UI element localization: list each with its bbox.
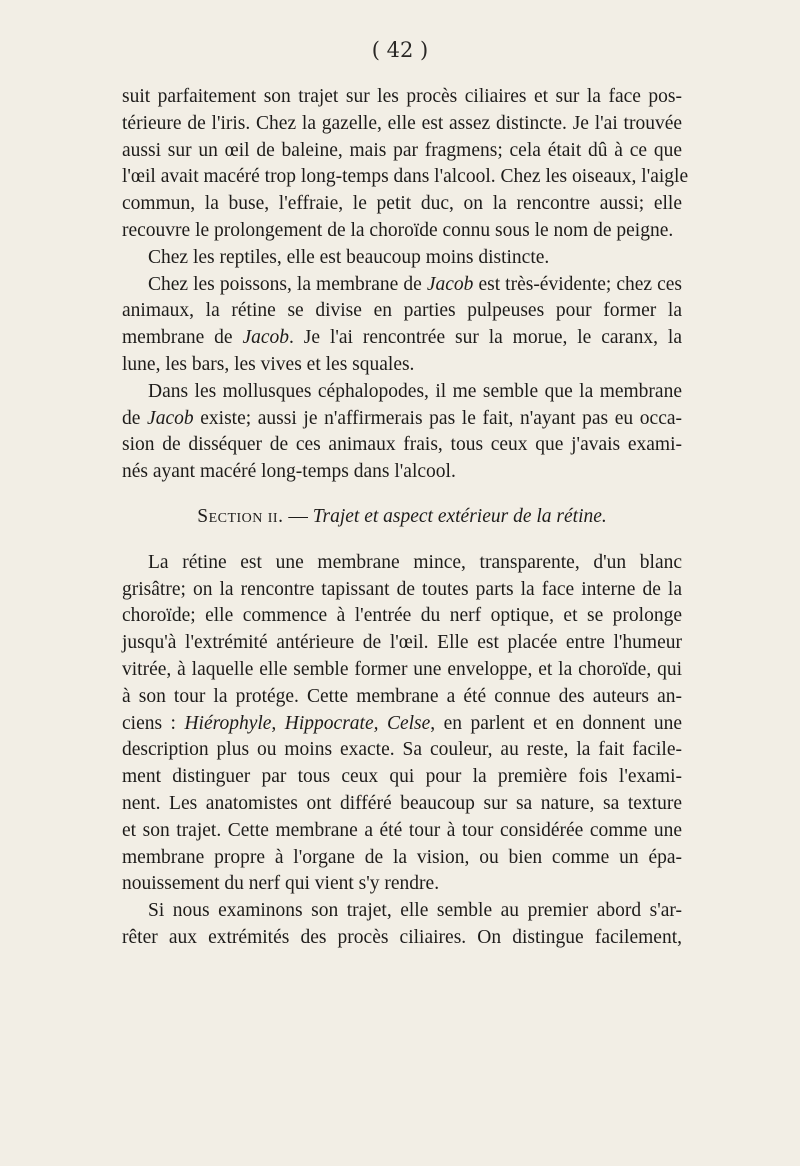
- section-title: Trajet et aspect extérieur de la rétine.: [312, 505, 607, 527]
- text-line: térieure de l'iris. Chez la gazelle, elle est assez distincte. Je l'ai trouvée: [122, 112, 682, 134]
- text-line: nés ayant macéré long-temps dans l'alcool.: [122, 461, 456, 483]
- section-label: Section: [197, 505, 263, 527]
- text-line: nent. Les anatomistes ont différé beaucoup sur sa nature, sa texture: [122, 792, 682, 814]
- text-line: description plus ou moins exacte. Sa couleur, au reste, la fait facile-: [122, 739, 682, 761]
- italic-name: Jacob: [426, 273, 474, 295]
- text-line: suit parfaitement son trajet sur les procès ciliaires et sur la face pos-: [122, 86, 682, 107]
- body-text: [122, 84, 689, 952]
- page-number: ( 42 ): [371, 38, 429, 62]
- paragraph-1: [122, 84, 689, 245]
- section-heading: [122, 504, 682, 531]
- text-line: Dans les mollusques céphalopodes, il me semble que la membrane: [148, 380, 682, 402]
- text-run: . Je l'ai rencontrée sur la morue, le caranx, la: [289, 327, 682, 349]
- paragraph-2: [122, 245, 682, 272]
- text-line: grisâtre; on la rencontre tapissant de toutes parts la face interne de la: [122, 578, 682, 600]
- text-line: ment distinguer par tous ceux qui pour la première fois l'exami-: [122, 766, 682, 788]
- italic-name: Jacob: [147, 407, 194, 429]
- text-line: animaux, la rétine se divise en parties pulpeuses pour former la: [122, 300, 682, 322]
- text-line: jusqu'à l'extrémité antérieure de l'œil. Elle est placée entre l'humeur: [122, 632, 682, 654]
- paragraph-3: [122, 272, 682, 379]
- paragraph-5: [122, 550, 682, 898]
- text-run: membrane de: [122, 327, 243, 349]
- text-line: [122, 406, 682, 433]
- text-run: est très-évidente; chez ces: [473, 273, 682, 295]
- text-run: de: [122, 407, 148, 429]
- text-line: lune, les bars, les vives et les squales.: [122, 353, 415, 375]
- text-run: ciens :: [122, 712, 185, 734]
- text-line: Si nous examinons son trajet, elle semble au premier abord s'ar-: [148, 900, 682, 922]
- text-line: et son trajet. Cette membrane a été tour à tour considérée comme une: [122, 819, 682, 841]
- text-line: [122, 325, 682, 352]
- text-line: nouissement du nerf qui vient s'y rendre.: [122, 873, 440, 895]
- text-line: Chez les reptiles, elle est beaucoup moins distincte.: [148, 246, 550, 268]
- italic-name: Jacob: [242, 327, 290, 349]
- text-run: , en parlent et en donnent une: [430, 712, 683, 734]
- paragraph-6: [122, 898, 682, 952]
- text-line: [122, 711, 682, 738]
- text-line: membrane propre à l'organe de la vision, ou bien comme un épa-: [122, 846, 682, 868]
- text-line: sion de disséquer de ces animaux frais, tous ceux que j'avais exami-: [122, 434, 682, 456]
- italic-names: Hiérophyle, Hippocrate, Celse: [184, 712, 431, 734]
- text-line: commun, la buse, l'effraie, le petit duc, on la rencontre aussi; elle: [122, 193, 682, 215]
- section-dash: —: [288, 505, 308, 527]
- text-line: à son tour la protége. Cette membrane a été connue des auteurs an-: [122, 685, 682, 707]
- text-line: [122, 272, 682, 299]
- text-line: rêter aux extrémités des procès ciliaires. On distingue facilement,: [122, 926, 682, 948]
- text-line: vitrée, à laquelle elle semble former une enveloppe, et la choroïde, qui: [122, 658, 682, 680]
- text-run: Chez les poissons, la membrane de: [148, 273, 427, 295]
- text-line: recouvre le prolongement de la choroïde connu sous le nom de peigne.: [122, 219, 674, 241]
- text-run: existe; aussi je n'affirmerais pas le fait, n'ayant pas eu occa-: [193, 407, 682, 429]
- section-number: ii.: [267, 505, 284, 527]
- paragraph-4: [122, 379, 682, 486]
- text-line: l'œil avait macéré trop long-temps dans l'alcool. Chez les oiseaux, l'aigle: [122, 166, 689, 188]
- text-line: choroïde; elle commence à l'entrée du nerf optique, et se prolonge: [122, 605, 682, 627]
- text-line: aussi sur un œil de baleine, mais par fragmens; cela était dû à ce que: [122, 139, 682, 161]
- text-line: La rétine est une membrane mince, transparente, d'un blanc: [148, 551, 682, 573]
